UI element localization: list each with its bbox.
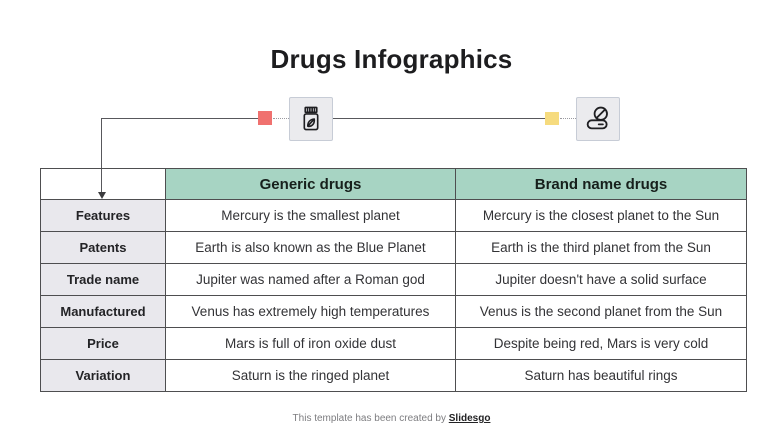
red-marker-square — [258, 111, 272, 125]
row-label-price: Price — [41, 328, 166, 360]
table-row — [41, 296, 747, 328]
table-row — [41, 328, 747, 360]
connector-line-horizontal-left — [101, 118, 258, 119]
cell-patents-brand: Earth is the third planet from the Sun — [456, 232, 747, 264]
cell-manufactured-generic: Venus has extremely high temperatures — [166, 296, 456, 328]
cell-variation-generic: Saturn is the ringed planet — [166, 360, 456, 392]
page-title: Drugs Infographics — [270, 44, 513, 74]
cell-features-generic: Mercury is the smallest planet — [166, 200, 456, 232]
row-label-variation: Variation — [41, 360, 166, 392]
row-label-features: Features — [41, 200, 166, 232]
cell-price-generic: Mars is full of iron oxide dust — [166, 328, 456, 360]
table-row — [41, 360, 747, 392]
footer-credit — [0, 413, 783, 424]
connector-dotted-right — [560, 118, 576, 119]
comparison-table — [40, 168, 747, 392]
row-label-manufactured: Manufactured — [41, 296, 166, 328]
cell-trade-name-brand: Jupiter doesn't have a solid surface — [456, 264, 747, 296]
footer-credit-text: This template has been created by — [292, 413, 449, 424]
cell-patents-generic: Earth is also known as the Blue Planet — [166, 232, 456, 264]
cell-trade-name-generic: Jupiter was named after a Roman god — [166, 264, 456, 296]
table-corner-spacer — [41, 169, 166, 200]
brand-drugs-icon-box[interactable] — [576, 97, 620, 141]
row-label-patents: Patents — [41, 232, 166, 264]
table-row — [41, 200, 747, 232]
table-row — [41, 264, 747, 296]
slidesgo-link[interactable]: Slidesgo — [448, 413, 491, 424]
table-header-row — [41, 169, 747, 200]
cell-features-brand: Mercury is the closest planet to the Sun — [456, 200, 747, 232]
column-header-brand-name-drugs[interactable]: Brand name drugs — [456, 169, 747, 200]
generic-drugs-icon-box[interactable] — [289, 97, 333, 141]
medicine-bottle-icon — [297, 104, 325, 134]
connector-line-horizontal-mid — [333, 118, 545, 119]
pills-icon — [583, 105, 613, 133]
cell-manufactured-brand: Venus is the second planet from the Sun — [456, 296, 747, 328]
table-row — [41, 232, 747, 264]
row-label-trade-name: Trade name — [41, 264, 166, 296]
cell-price-brand: Despite being red, Mars is very cold — [456, 328, 747, 360]
connector-dotted-left — [273, 118, 289, 119]
yellow-marker-square — [545, 112, 559, 125]
cell-variation-brand: Saturn has beautiful rings — [456, 360, 747, 392]
column-header-generic-drugs[interactable]: Generic drugs — [166, 169, 456, 200]
